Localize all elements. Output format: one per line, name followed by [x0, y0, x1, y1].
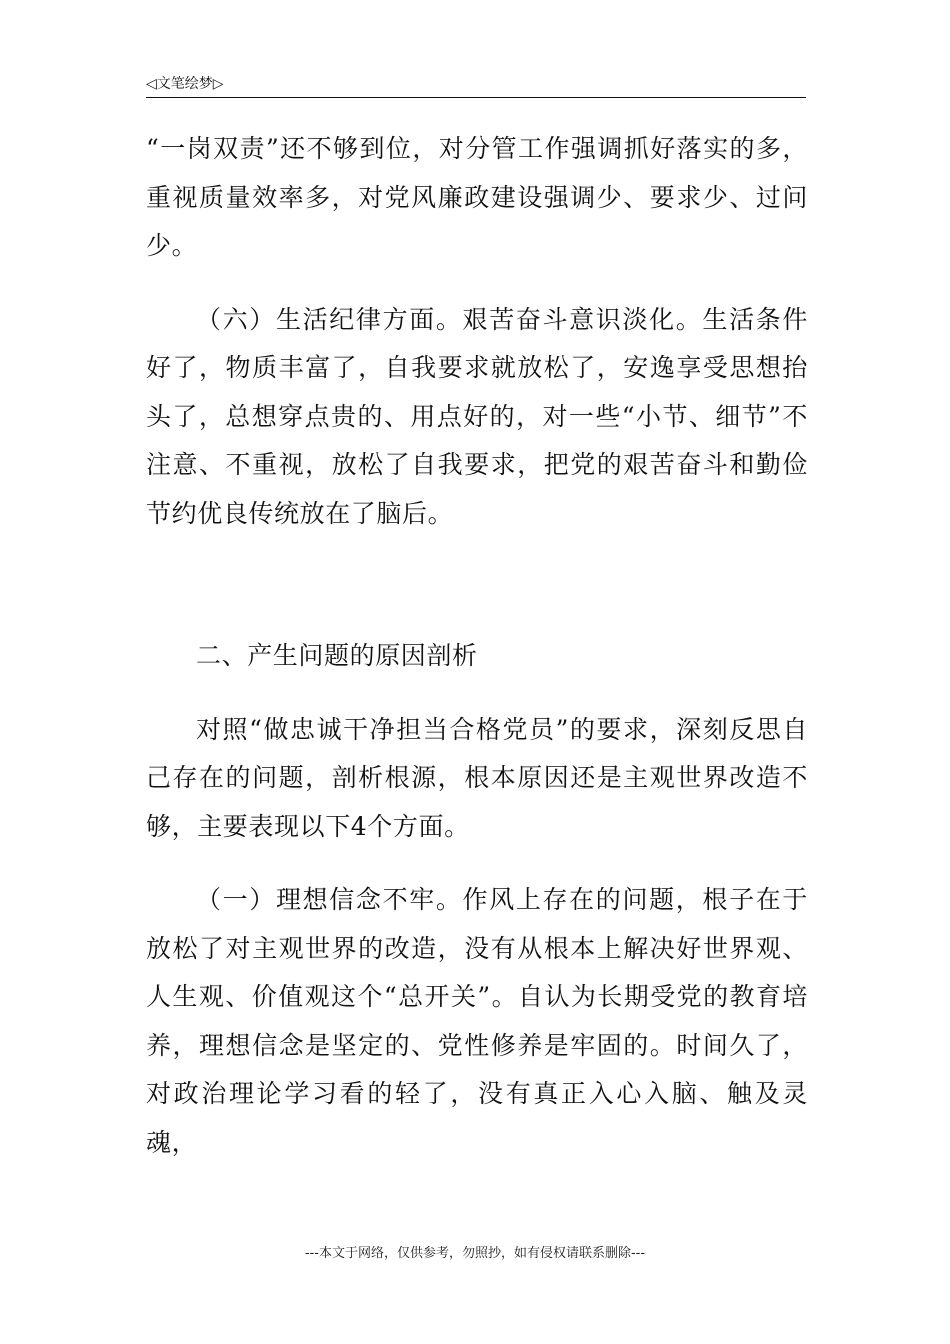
paragraph-continuation: “一岗双责”还不够到位，对分管工作强调抓好落实的多，重视质量效率多，对党风廉政建设强调少、要求少、过问少。: [146, 134, 808, 260]
paragraph-life-discipline: （六）生活纪律方面。艰苦奋斗意识淡化。生活条件好了，物质丰富了，自我要求就放松了，安逸享受思想抬头了，总想穿点贵的、用点好的，对一些“小节、细节”不注意、不重视，放松了自我要求，把党的艰苦奋斗和勤俭节约优良传统放在了脑后。: [146, 304, 808, 528]
footer-notice: ---本文于网络，仅供参考，勿照抄，如有侵权请联系删除---: [304, 1246, 646, 1261]
paragraph-ideals-beliefs: （一）理想信念不牢。作风上存在的问题，根子在于放松了对主观世界的改造，没有从根本上解决好世界观、人生观、价值观这个“总开关”。自认为长期受党的教育培养，理想信念是坚定的、党性修养是牢固的。时间久了，对政治理论学习看的轻了，没有真正入心入脑、触及灵魂，: [146, 885, 808, 1157]
paragraph-cause-analysis: 对照“做忠诚干净担当合格党员”的要求，深刻反思自己存在的问题，剖析根源，根本原因还是主观世界改造不够，主要表现以下4个方面。: [146, 714, 808, 841]
document-header: ◁文笔绘梦▷: [146, 76, 224, 92]
header-rule: [146, 97, 806, 98]
document-body: [146, 125, 808, 1167]
section-heading: 二、产生问题的原因剖析: [196, 641, 478, 670]
